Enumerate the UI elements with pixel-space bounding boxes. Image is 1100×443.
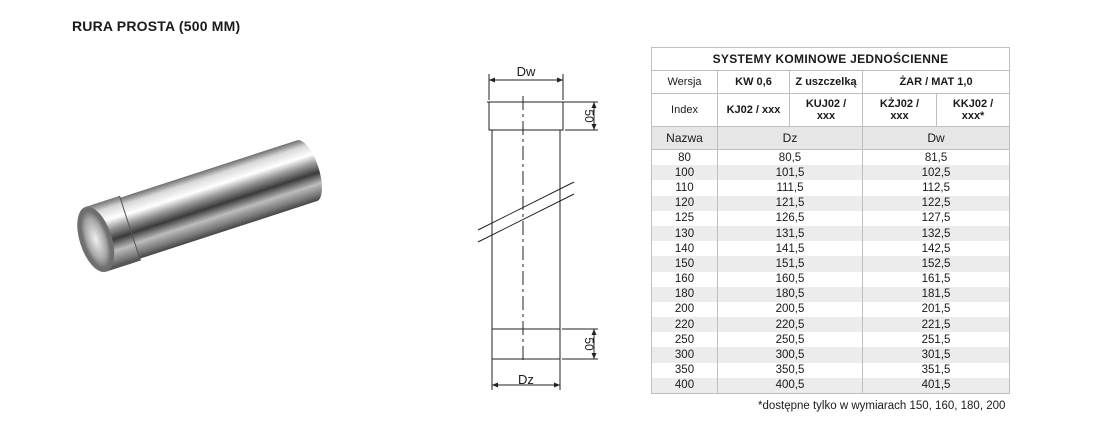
top-length-label: 50 — [582, 109, 596, 123]
col-dw: Dw — [863, 127, 1010, 150]
table-row — [652, 363, 1010, 378]
table-row — [652, 256, 1010, 271]
table-row — [652, 226, 1010, 241]
cell-dw: 127,5 — [863, 211, 1010, 226]
table-row — [652, 272, 1010, 287]
cell-dw: 181,5 — [863, 287, 1010, 302]
cell-dz: 141,5 — [718, 241, 863, 256]
footnote: *dostępne tylko w wymiarach 150, 160, 180, 200 — [758, 400, 1006, 412]
cell-dw: 401,5 — [863, 378, 1010, 394]
cell-dw: 102,5 — [863, 165, 1010, 180]
bottom-length-label: 50 — [582, 337, 596, 351]
table-row — [652, 150, 1010, 166]
cell-dw: 351,5 — [863, 363, 1010, 378]
cell-dw: 152,5 — [863, 256, 1010, 271]
cell-dw: 142,5 — [863, 241, 1010, 256]
cell-nazwa: 200 — [652, 302, 718, 317]
index-kzj: KŻJ02 / xxx — [863, 94, 937, 127]
index-kuj: KUJ02 / xxx — [790, 94, 863, 127]
spec-table — [651, 47, 1010, 394]
cell-nazwa: 300 — [652, 347, 718, 362]
cell-nazwa: 400 — [652, 378, 718, 394]
wersja-label: Wersja — [652, 71, 718, 94]
cell-nazwa: 180 — [652, 287, 718, 302]
wersja-uszczelka: Z uszczelką — [790, 71, 863, 94]
cell-dw: 201,5 — [863, 302, 1010, 317]
table-row — [652, 347, 1010, 362]
cell-dz: 160,5 — [718, 272, 863, 287]
technical-drawing — [470, 58, 610, 398]
cell-dz: 131,5 — [718, 226, 863, 241]
table-row — [652, 165, 1010, 180]
dz-dimension-label: Dz — [518, 372, 534, 387]
table-row — [652, 180, 1010, 195]
cell-dz: 350,5 — [718, 363, 863, 378]
dw-dimension-label: Dw — [516, 64, 536, 79]
cell-dw: 251,5 — [863, 332, 1010, 347]
cell-dw: 81,5 — [863, 150, 1010, 166]
cell-nazwa: 350 — [652, 363, 718, 378]
index-row — [652, 94, 1010, 127]
cell-nazwa: 100 — [652, 165, 718, 180]
cell-dz: 126,5 — [718, 211, 863, 226]
cell-dz: 111,5 — [718, 180, 863, 195]
cell-nazwa: 160 — [652, 272, 718, 287]
cell-nazwa: 140 — [652, 241, 718, 256]
pipe-photo — [60, 130, 330, 280]
cell-dz: 80,5 — [718, 150, 863, 166]
col-dz: Dz — [718, 127, 863, 150]
table-row — [652, 302, 1010, 317]
cell-dw: 301,5 — [863, 347, 1010, 362]
table-row — [652, 317, 1010, 332]
cell-dz: 220,5 — [718, 317, 863, 332]
cell-nazwa: 125 — [652, 211, 718, 226]
table-row — [652, 196, 1010, 211]
cell-dw: 221,5 — [863, 317, 1010, 332]
table-row — [652, 211, 1010, 226]
cell-nazwa: 120 — [652, 196, 718, 211]
col-nazwa: Nazwa — [652, 127, 718, 150]
cell-dz: 101,5 — [718, 165, 863, 180]
wersja-zar: ŻAR / MAT 1,0 — [863, 71, 1010, 94]
cell-dw: 132,5 — [863, 226, 1010, 241]
cell-dw: 122,5 — [863, 196, 1010, 211]
index-label: Index — [652, 94, 718, 127]
table-row — [652, 287, 1010, 302]
cell-dz: 180,5 — [718, 287, 863, 302]
cell-nazwa: 130 — [652, 226, 718, 241]
table-header: SYSTEMY KOMINOWE JEDNOŚCIENNE — [652, 48, 1010, 71]
table-row — [652, 241, 1010, 256]
cell-nazwa: 80 — [652, 150, 718, 166]
table-row — [652, 332, 1010, 347]
cell-nazwa: 150 — [652, 256, 718, 271]
cell-dw: 161,5 — [863, 272, 1010, 287]
wersja-row — [652, 71, 1010, 94]
index-kkj: KKJ02 / xxx* — [937, 94, 1010, 127]
cell-nazwa: 110 — [652, 180, 718, 195]
wersja-kw: KW 0,6 — [718, 71, 790, 94]
cell-dw: 112,5 — [863, 180, 1010, 195]
cell-dz: 400,5 — [718, 378, 863, 394]
cell-dz: 300,5 — [718, 347, 863, 362]
cell-nazwa: 250 — [652, 332, 718, 347]
page-title: RURA PROSTA (500 MM) — [72, 18, 241, 34]
table-row — [652, 378, 1010, 394]
cell-dz: 200,5 — [718, 302, 863, 317]
cell-nazwa: 220 — [652, 317, 718, 332]
cell-dz: 121,5 — [718, 196, 863, 211]
cell-dz: 151,5 — [718, 256, 863, 271]
column-header-row — [652, 127, 1010, 150]
cell-dz: 250,5 — [718, 332, 863, 347]
index-kj: KJ02 / xxx — [718, 94, 790, 127]
